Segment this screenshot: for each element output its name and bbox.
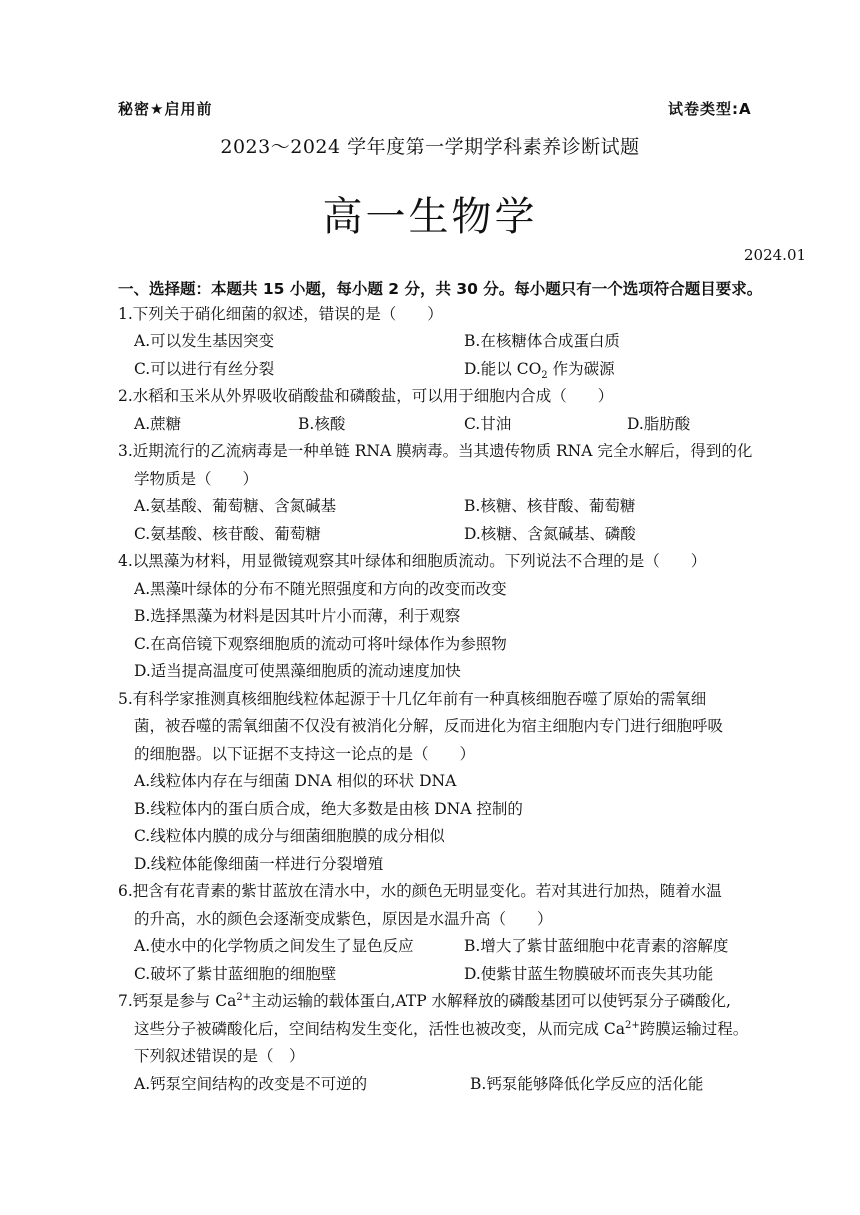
question-stem-cont: 的升高，水的颜色会逐渐变成紫色，原因是水温升高（ ） [134,910,553,928]
option-d: D.能以 $CO_2$ 作为碳源 [464,360,615,382]
option-c: C.氨基酸、核苷酸、葡萄糖 [134,525,321,543]
option-b: B.线粒体内的蛋白质合成，绝大多数是由核 DNA 控制的 [134,800,523,818]
option-a: A.蔗糖 [134,415,182,433]
option-a: A.线粒体内存在与细菌 DNA 相似的环状 DNA [134,772,457,790]
question-stem: 3.近期流行的乙流病毒是一种单链 RNA 膜病毒。当其遗传物质 RNA 完全水解后，得到的化 [118,442,753,460]
option-a: A.可以发生基因突变 [134,332,275,350]
paper-type-label: 试卷类型:A [668,100,752,118]
question-stem: 7.钙泵是参与 $Ca^{2+}$主动运输的载体蛋白,ATP 水解释放的磷酸基团可以使钙泵分子磷酸化, [118,991,731,1010]
subject-title: 高一生物学 [322,194,538,240]
question-stem-cont: 下列叙述错误的是（ ） [134,1047,305,1065]
option-d: D.适当提高温度可使黑藻细胞质的流动速度加快 [134,662,461,680]
option-b: B.核糖、核苷酸、葡萄糖 [464,497,636,515]
question-stem: 6.把含有花青素的紫甘蓝放在清水中，水的颜色无明显变化。若对其进行加热，随着水温 [118,882,722,900]
exam-title: 2023～2024 学年度第一学期学科素养诊断试题 [220,136,640,158]
option-a: A.钙泵空间结构的改变是不可逆的 [134,1075,368,1093]
confidential-label: 秘密★启用前 [118,100,213,118]
option-b: B.钙泵能够降低化学反应的活化能 [470,1075,704,1093]
option-c: C.破坏了紫甘蓝细胞的细胞壁 [134,965,337,983]
question-stem: 4.以黑藻为材料，用显微镜观察其叶绿体和细胞质流动。下列说法不合理的是（ ） [118,552,707,570]
question-stem-cont: 这些分子被磷酸化后，空间结构发生变化，活性也被改变，从而完成 $Ca^{2+}$跨膜运输过程。 [134,1019,749,1038]
exam-date: 2024.01 [744,246,807,264]
option-a: A.使水中的化学物质之间发生了显色反应 [134,937,414,955]
question-stem: 2.水稻和玉米从外界吸收硝酸盐和磷酸盐，可以用于细胞内合成（ ） [118,387,614,405]
section-heading: 一、选择题：本题共 15 小题，每小题 2 分，共 30 分。每小题只有一个选项符合题目要求。 [118,280,763,298]
option-c: C.线粒体内膜的成分与细菌细胞膜的成分相似 [134,827,445,845]
option-c: C.甘油 [464,415,512,433]
option-d: D.核糖、含氮碱基、磷酸 [464,525,636,543]
question-stem-cont: 菌，被吞噬的需氧细菌不仅没有被消化分解，反而进化为宿主细胞内专门进行细胞呼吸 [134,717,724,735]
option-b: B.在核糖体合成蛋白质 [464,332,620,350]
option-a: A.氨基酸、葡萄糖、含氮碱基 [134,497,337,515]
option-c: C.在高倍镜下观察细胞质的流动可将叶绿体作为参照物 [134,635,507,653]
question-stem: 1.下列关于硝化细菌的叙述，错误的是（ ） [118,305,443,323]
option-d: D.脂肪酸 [627,415,691,433]
question-stem-cont: 的细胞器。以下证据不支持这一论点的是（ ） [134,745,476,763]
option-d: D.使紫甘蓝生物膜破坏而丧失其功能 [464,965,714,983]
option-b: B.核酸 [298,415,346,433]
option-d: D.线粒体能像细菌一样进行分裂增殖 [134,855,384,873]
question-stem-cont: 学物质是（ ） [134,470,259,488]
option-b: B.选择黑藻为材料是因其叶片小而薄，利于观察 [134,607,461,625]
question-stem: 5.有科学家推测真核细胞线粒体起源于十几亿年前有一种真核细胞吞噬了原始的需氧细 [118,690,707,708]
option-c: C.可以进行有丝分裂 [134,360,275,378]
option-a: A.黑藻叶绿体的分布不随光照强度和方向的改变而改变 [134,580,507,598]
option-b: B.增大了紫甘蓝细胞中花青素的溶解度 [464,937,729,955]
